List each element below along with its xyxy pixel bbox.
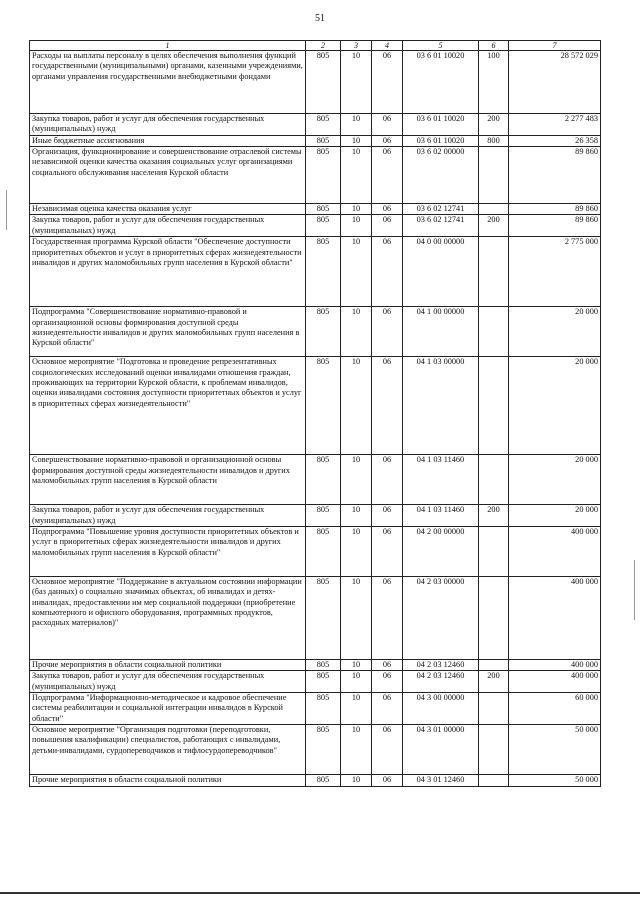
row-value-cell: 06 bbox=[372, 576, 403, 659]
row-value-cell: 06 bbox=[372, 455, 403, 505]
row-value-cell: 400 000 bbox=[509, 671, 601, 693]
row-value-cell: 60 000 bbox=[509, 692, 601, 724]
row-value-cell: 04 1 03 11460 bbox=[403, 455, 479, 505]
row-value-cell: 04 3 01 00000 bbox=[403, 725, 479, 775]
row-value-cell: 10 bbox=[341, 505, 372, 527]
row-name-cell: Закупка товаров, работ и услуг для обеспечения государственных (муниципальных) нужд bbox=[30, 505, 306, 527]
row-value-cell bbox=[479, 455, 509, 505]
row-value-cell: 26 358 bbox=[509, 135, 601, 146]
row-value-cell: 10 bbox=[341, 357, 372, 455]
row-name-cell: Организация, функционирование и совершенствование отраслевой системы независимой оценки качества оказания социальных услуг организациями социального обслуживания населения Курской области bbox=[30, 147, 306, 204]
column-header: 2 bbox=[306, 41, 341, 51]
row-value-cell: 06 bbox=[372, 357, 403, 455]
row-value-cell bbox=[479, 357, 509, 455]
table-row bbox=[30, 576, 601, 659]
row-value-cell: 06 bbox=[372, 659, 403, 670]
table-row bbox=[30, 725, 601, 775]
row-value-cell: 10 bbox=[341, 692, 372, 724]
row-value-cell: 805 bbox=[306, 725, 341, 775]
row-value-cell bbox=[479, 307, 509, 357]
row-value-cell: 06 bbox=[372, 671, 403, 693]
table-row bbox=[30, 526, 601, 576]
table-row bbox=[30, 135, 601, 146]
row-value-cell: 04 2 00 00000 bbox=[403, 526, 479, 576]
row-value-cell: 805 bbox=[306, 215, 341, 237]
row-value-cell: 06 bbox=[372, 526, 403, 576]
row-name-cell: Закупка товаров, работ и услуг для обеспечения государственных (муниципальных) нужд bbox=[30, 671, 306, 693]
row-name-cell: Прочие мероприятия в области социальной политики bbox=[30, 659, 306, 670]
column-header: 1 bbox=[30, 41, 306, 51]
row-name-cell: Основное мероприятие "Поддержание в актуальном состоянии информации (баз данных) о социально значимых объектах, об инвалидах и детях-инвалидах, предоставлении им мер социальной поддержки (приобретение компьютерного и офисного оборудования, программных продуктов, расходных материалов)" bbox=[30, 576, 306, 659]
row-value-cell: 10 bbox=[341, 526, 372, 576]
row-value-cell: 06 bbox=[372, 147, 403, 204]
row-value-cell: 200 bbox=[479, 114, 509, 136]
row-value-cell: 805 bbox=[306, 671, 341, 693]
row-name-cell: Независимая оценка качества оказания услуг bbox=[30, 204, 306, 215]
row-value-cell: 10 bbox=[341, 204, 372, 215]
row-value-cell: 805 bbox=[306, 505, 341, 527]
row-name-cell: Основное мероприятие "Подготовка и проведение репрезентативных социологических исследований оценки инвалидами отношения граждан, проживающих на территории Курской области, к проблемам инвалидов, оценки инвалидами состояния доступности приоритетных объектов и услуг в приоритетных сферах жизнедеятельности" bbox=[30, 357, 306, 455]
table-row bbox=[30, 671, 601, 693]
row-value-cell bbox=[479, 526, 509, 576]
scan-mark bbox=[634, 560, 635, 620]
row-value-cell bbox=[479, 576, 509, 659]
row-value-cell: 805 bbox=[306, 114, 341, 136]
row-name-cell: Подпрограмма "Информационно-методическое и кадровое обеспечение системы реабилитации и социальной интеграции инвалидов в Курской области" bbox=[30, 692, 306, 724]
row-value-cell: 800 bbox=[479, 135, 509, 146]
row-value-cell: 10 bbox=[341, 147, 372, 204]
row-value-cell: 20 000 bbox=[509, 307, 601, 357]
row-value-cell: 03 6 02 12741 bbox=[403, 204, 479, 215]
row-value-cell bbox=[479, 692, 509, 724]
row-value-cell: 10 bbox=[341, 135, 372, 146]
row-value-cell: 04 1 03 11460 bbox=[403, 505, 479, 527]
row-name-cell: Подпрограмма "Совершенствование нормативно-правовой и организационной основы формирования доступной среды жизнедеятельности инвалидов и других маломобильных групп населения в Курской области" bbox=[30, 307, 306, 357]
row-value-cell: 04 1 03 00000 bbox=[403, 357, 479, 455]
row-value-cell: 03 6 01 10020 bbox=[403, 114, 479, 136]
row-value-cell bbox=[479, 659, 509, 670]
table-row bbox=[30, 215, 601, 237]
row-value-cell: 03 6 01 10020 bbox=[403, 51, 479, 114]
row-value-cell: 06 bbox=[372, 204, 403, 215]
row-value-cell: 10 bbox=[341, 659, 372, 670]
table-row bbox=[30, 51, 601, 114]
table-row bbox=[30, 455, 601, 505]
scan-mark bbox=[6, 190, 7, 230]
row-value-cell: 89 860 bbox=[509, 215, 601, 237]
row-value-cell: 20 000 bbox=[509, 357, 601, 455]
row-value-cell: 04 3 01 12460 bbox=[403, 775, 479, 787]
row-value-cell: 10 bbox=[341, 725, 372, 775]
table-row bbox=[30, 147, 601, 204]
row-value-cell: 10 bbox=[341, 455, 372, 505]
row-value-cell: 10 bbox=[341, 307, 372, 357]
row-value-cell: 805 bbox=[306, 526, 341, 576]
row-value-cell: 06 bbox=[372, 237, 403, 307]
table-row bbox=[30, 204, 601, 215]
table-row bbox=[30, 357, 601, 455]
row-value-cell: 06 bbox=[372, 775, 403, 787]
row-value-cell: 805 bbox=[306, 659, 341, 670]
column-header: 4 bbox=[372, 41, 403, 51]
row-value-cell: 10 bbox=[341, 51, 372, 114]
row-value-cell: 200 bbox=[479, 671, 509, 693]
row-value-cell bbox=[479, 775, 509, 787]
row-value-cell bbox=[479, 725, 509, 775]
table-row bbox=[30, 114, 601, 136]
row-value-cell: 50 000 bbox=[509, 775, 601, 787]
column-header: 5 bbox=[403, 41, 479, 51]
row-value-cell bbox=[479, 237, 509, 307]
row-value-cell: 04 2 03 00000 bbox=[403, 576, 479, 659]
row-name-cell: Закупка товаров, работ и услуг для обеспечения государственных (муниципальных) нужд bbox=[30, 215, 306, 237]
row-value-cell: 10 bbox=[341, 671, 372, 693]
row-value-cell bbox=[479, 147, 509, 204]
row-value-cell: 200 bbox=[479, 215, 509, 237]
page-bottom-border bbox=[0, 892, 640, 894]
row-name-cell: Прочие мероприятия в области социальной политики bbox=[30, 775, 306, 787]
row-value-cell: 805 bbox=[306, 51, 341, 114]
table-row bbox=[30, 659, 601, 670]
table-header-row bbox=[30, 41, 601, 51]
row-value-cell: 06 bbox=[372, 725, 403, 775]
row-value-cell: 06 bbox=[372, 215, 403, 237]
row-value-cell: 04 2 03 12460 bbox=[403, 671, 479, 693]
row-value-cell: 805 bbox=[306, 775, 341, 787]
row-value-cell: 06 bbox=[372, 135, 403, 146]
table-row bbox=[30, 775, 601, 787]
row-value-cell: 805 bbox=[306, 204, 341, 215]
row-value-cell: 06 bbox=[372, 307, 403, 357]
table-row bbox=[30, 505, 601, 527]
row-value-cell: 805 bbox=[306, 307, 341, 357]
row-value-cell: 100 bbox=[479, 51, 509, 114]
row-value-cell: 400 000 bbox=[509, 659, 601, 670]
row-value-cell: 20 000 bbox=[509, 505, 601, 527]
row-value-cell: 89 860 bbox=[509, 147, 601, 204]
row-value-cell: 400 000 bbox=[509, 526, 601, 576]
row-value-cell: 06 bbox=[372, 692, 403, 724]
table-body bbox=[30, 51, 601, 787]
page-number: 51 bbox=[315, 13, 325, 24]
row-value-cell: 10 bbox=[341, 237, 372, 307]
row-value-cell: 805 bbox=[306, 135, 341, 146]
row-value-cell: 03 6 01 10020 bbox=[403, 135, 479, 146]
row-value-cell: 10 bbox=[341, 775, 372, 787]
row-value-cell: 03 6 02 00000 bbox=[403, 147, 479, 204]
row-name-cell: Основное мероприятие "Организация подготовки (переподготовки, повышения квалификации) специалистов, работающих с инвалидами, детьми-инвалидами, сурдопереводчиков и тифлосурдопереводчиков" bbox=[30, 725, 306, 775]
row-value-cell: 805 bbox=[306, 576, 341, 659]
column-header: 7 bbox=[509, 41, 601, 51]
row-value-cell: 20 000 bbox=[509, 455, 601, 505]
budget-table bbox=[29, 40, 601, 787]
row-value-cell: 04 3 00 00000 bbox=[403, 692, 479, 724]
column-header: 3 bbox=[341, 41, 372, 51]
row-value-cell: 805 bbox=[306, 455, 341, 505]
row-value-cell: 805 bbox=[306, 147, 341, 204]
row-value-cell: 200 bbox=[479, 505, 509, 527]
table-row bbox=[30, 307, 601, 357]
row-name-cell: Закупка товаров, работ и услуг для обеспечения государственных (муниципальных) нужд bbox=[30, 114, 306, 136]
table-row bbox=[30, 237, 601, 307]
row-value-cell: 2 775 000 bbox=[509, 237, 601, 307]
row-value-cell: 04 1 00 00000 bbox=[403, 307, 479, 357]
row-value-cell: 04 0 00 00000 bbox=[403, 237, 479, 307]
row-value-cell: 28 572 029 bbox=[509, 51, 601, 114]
row-name-cell: Совершенствование нормативно-правовой и организационной основы формирования доступной среды жизнедеятельности инвалидов и других маломобильных групп населения в Курской области bbox=[30, 455, 306, 505]
row-value-cell: 06 bbox=[372, 505, 403, 527]
table-row bbox=[30, 692, 601, 724]
row-name-cell: Государственная программа Курской области "Обеспечение доступности приоритетных объектов и услуг в приоритетных сферах жизнедеятельности инвалидов и других маломобильных групп населения в Курской области" bbox=[30, 237, 306, 307]
row-value-cell: 89 860 bbox=[509, 204, 601, 215]
row-name-cell: Расходы на выплаты персоналу в целях обеспечения выполнения функций государственными (муниципальными) органами, казенными учреждениями, органами управления государственными внебюджетными фондами bbox=[30, 51, 306, 114]
row-value-cell: 10 bbox=[341, 215, 372, 237]
row-value-cell: 06 bbox=[372, 114, 403, 136]
row-value-cell: 50 000 bbox=[509, 725, 601, 775]
row-value-cell: 10 bbox=[341, 576, 372, 659]
row-value-cell: 805 bbox=[306, 692, 341, 724]
row-value-cell: 03 6 02 12741 bbox=[403, 215, 479, 237]
row-value-cell: 805 bbox=[306, 357, 341, 455]
row-value-cell: 06 bbox=[372, 51, 403, 114]
row-value-cell: 400 000 bbox=[509, 576, 601, 659]
row-name-cell: Подпрограмма "Повышение уровня доступности приоритетных объектов и услуг в приоритетных сферах жизнедеятельности инвалидов и других маломобильных групп населения в Курской области" bbox=[30, 526, 306, 576]
row-value-cell bbox=[479, 204, 509, 215]
row-name-cell: Иные бюджетные ассигнования bbox=[30, 135, 306, 146]
row-value-cell: 10 bbox=[341, 114, 372, 136]
row-value-cell: 04 2 03 12460 bbox=[403, 659, 479, 670]
row-value-cell: 2 277 483 bbox=[509, 114, 601, 136]
row-value-cell: 805 bbox=[306, 237, 341, 307]
column-header: 6 bbox=[479, 41, 509, 51]
